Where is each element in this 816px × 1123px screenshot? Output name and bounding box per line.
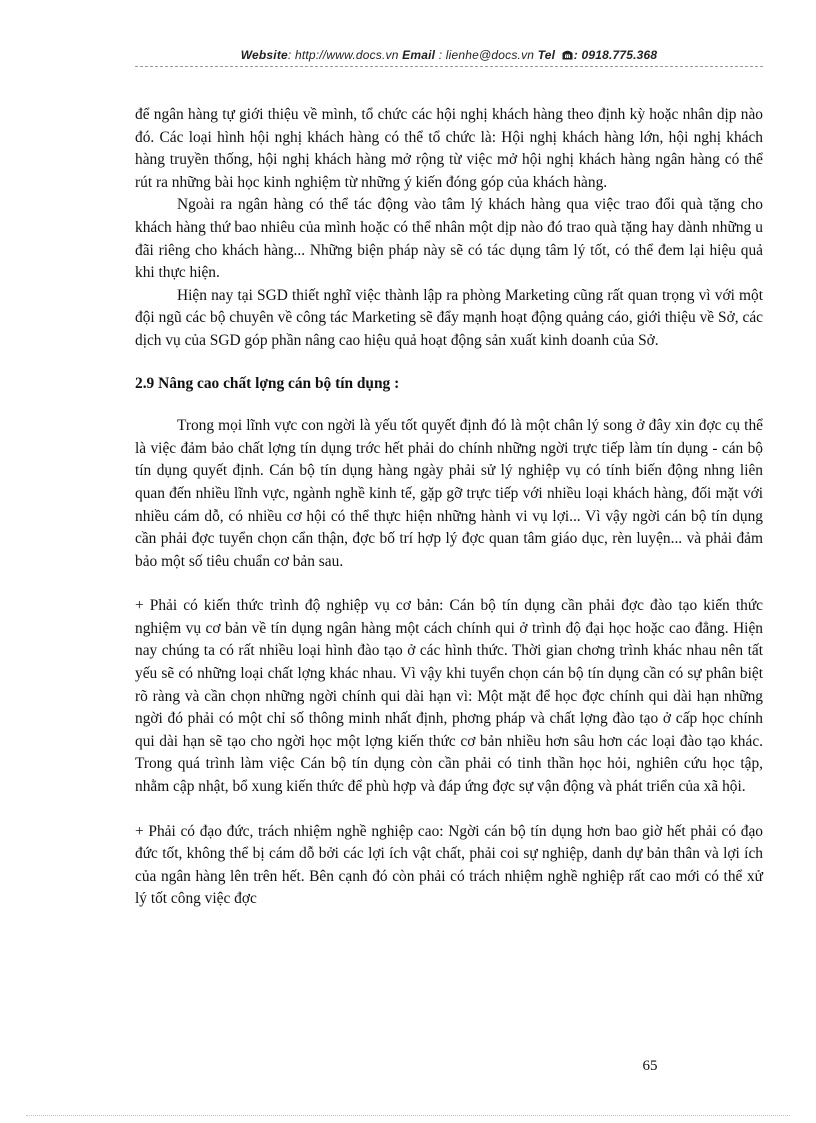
paragraph-4: Trong mọi lĩnh vực con ngời là yếu tốt quyết định đó là một chân lý song ở đây xin đợc cụ thể là việc đảm bảo chất lợng tín dụng trớc hết phải do chính những ngời trực tiếp làm tín dụng - cán bộ tín dụng quyết định. Cán bộ tín dụng hàng ngày phải sử lý nghiệp vụ có tính biến động nhng liên quan đến nhiều lĩnh vực, ngành nghề kinh tế, gặp gỡ trực tiếp với nhiều loại khách hàng, đối mặt với nhiều cám dỗ, có nhiều cơ hội có thể thực hiện những hành vi vụ lợi... Vì vậy ngời cán bộ tín dụng cần phải đợc tuyển chọn cẩn thận, đợc bố trí hợp lý đợc quan tâm giáo dục, rèn luyện... và phải đảm bảo một số tiêu chuẩn cơ bản sau. xyxy=(135,417,763,570)
paragraph-1: để ngân hàng tự giới thiệu về mình, tổ chức các hội nghị khách hàng theo định kỳ hoặc nhân dịp nào đó. Các loại hình hội nghị khách hàng có thể tổ chức là: Hội nghị khách hàng lớn, hội nghị khách hàng truyền thống, hội nghị khách hàng mở rộng từ việc mở hội nghị khách hàng ngân hàng có thể rút ra những bài học kinh nghiệm từ những ý kiến đóng góp của khách hàng. xyxy=(135,106,763,191)
website-label: Website xyxy=(240,48,288,62)
phone-icon xyxy=(562,49,573,63)
section-heading: 2.9 Nâng cao chất lợng cán bộ tín dụng : xyxy=(135,374,400,392)
tel-label: Tel xyxy=(537,48,556,62)
email-label: Email xyxy=(402,48,436,62)
footer-divider xyxy=(26,1115,790,1116)
paragraph-2: Ngoài ra ngân hàng có thể tác động vào tâm lý khách hàng qua việc trao đổi quà tặng cho khách hàng thứ bao nhiêu của mình hoặc có thể nhân một dịp nào đó trao quà tặng hay dành những u đãi riêng cho khách hàng... Những biện pháp này sẽ có tác dụng tâm lý tốt, có thể đem lại hiệu quả khi thực hiện. xyxy=(135,196,763,282)
document-body xyxy=(135,104,763,911)
page-number: 65 xyxy=(642,1058,658,1074)
paragraph-3: Hiện nay tại SGD thiết nghĩ việc thành lập ra phòng Marketing cũng rất quan trọng vì với một đội ngũ các bộ chuyên về công tác Marketing sẽ đẩy mạnh hoạt động quảng cáo, giới thiệu về Sở, các dịch vụ của SGD góp phần nâng cao hiệu quả hoạt động sản xuất kinh doanh của Sở. xyxy=(135,286,763,349)
tel-value: : 0918.775.368 xyxy=(573,48,658,62)
header-divider xyxy=(135,66,763,67)
website-value: : http://www.docs.vn xyxy=(287,48,403,62)
paragraph-6: + Phải có đạo đức, trách nhiệm nghề nghiệp cao: Ngời cán bộ tín dụng hơn bao giờ hết phải có đạo đức tốt, không thể bị cám dỗ bởi các lợi ích vật chất, phải coi sự nghiệp, danh dự bản thân và lợi ích của ngân hàng lên trên hết. Bên cạnh đó còn phải có trách nhiệm nghề nghiệp rất cao mới có thể xử lý tốt công việc đợc xyxy=(135,822,763,908)
paragraph-5: + Phải có kiến thức trình độ nghiệp vụ cơ bản: Cán bộ tín dụng cần phải đợc đào tạo kiến thức nghiệm vụ cơ bản về tín dụng ngân hàng một cách chính qui ở trình độ đại học hoặc cao đẳng. Hiện nay chúng ta có rất nhiều loại hình đào tạo ở các hình thức. Thời gian chơng trình khác nhau nên tất yếu sẽ có những loại chất lợng khác nhau. Vì vậy khi tuyển chọn cán bộ tín dụng cần có sự phân biệt rõ ràng và cần chọn những ngời chính qui dài hạn vì: Một mặt để học đợc chính qui dài hạn những ngời đó phải có một chỉ số thông minh nhất định, phơng pháp và chất lợng đào tạo ở cấp học chính qui dài hạn sẽ tạo cho ngời học một lợng kiến thức cơ bản nhiều hơn sâu hơn các loại đào tạo khác. Trong quá trình làm việc Cán bộ tín dụng còn cần phải có tinh thần học hỏi, nghiên cứu học tập, nhằm cập nhật, bổ xung kiến thức để phù hợp và đáp ứng đợc sự vận động và phát triển của xã hội. xyxy=(135,597,763,796)
page-header xyxy=(135,48,763,63)
email-value: : lienhe@docs.vn xyxy=(435,48,538,62)
